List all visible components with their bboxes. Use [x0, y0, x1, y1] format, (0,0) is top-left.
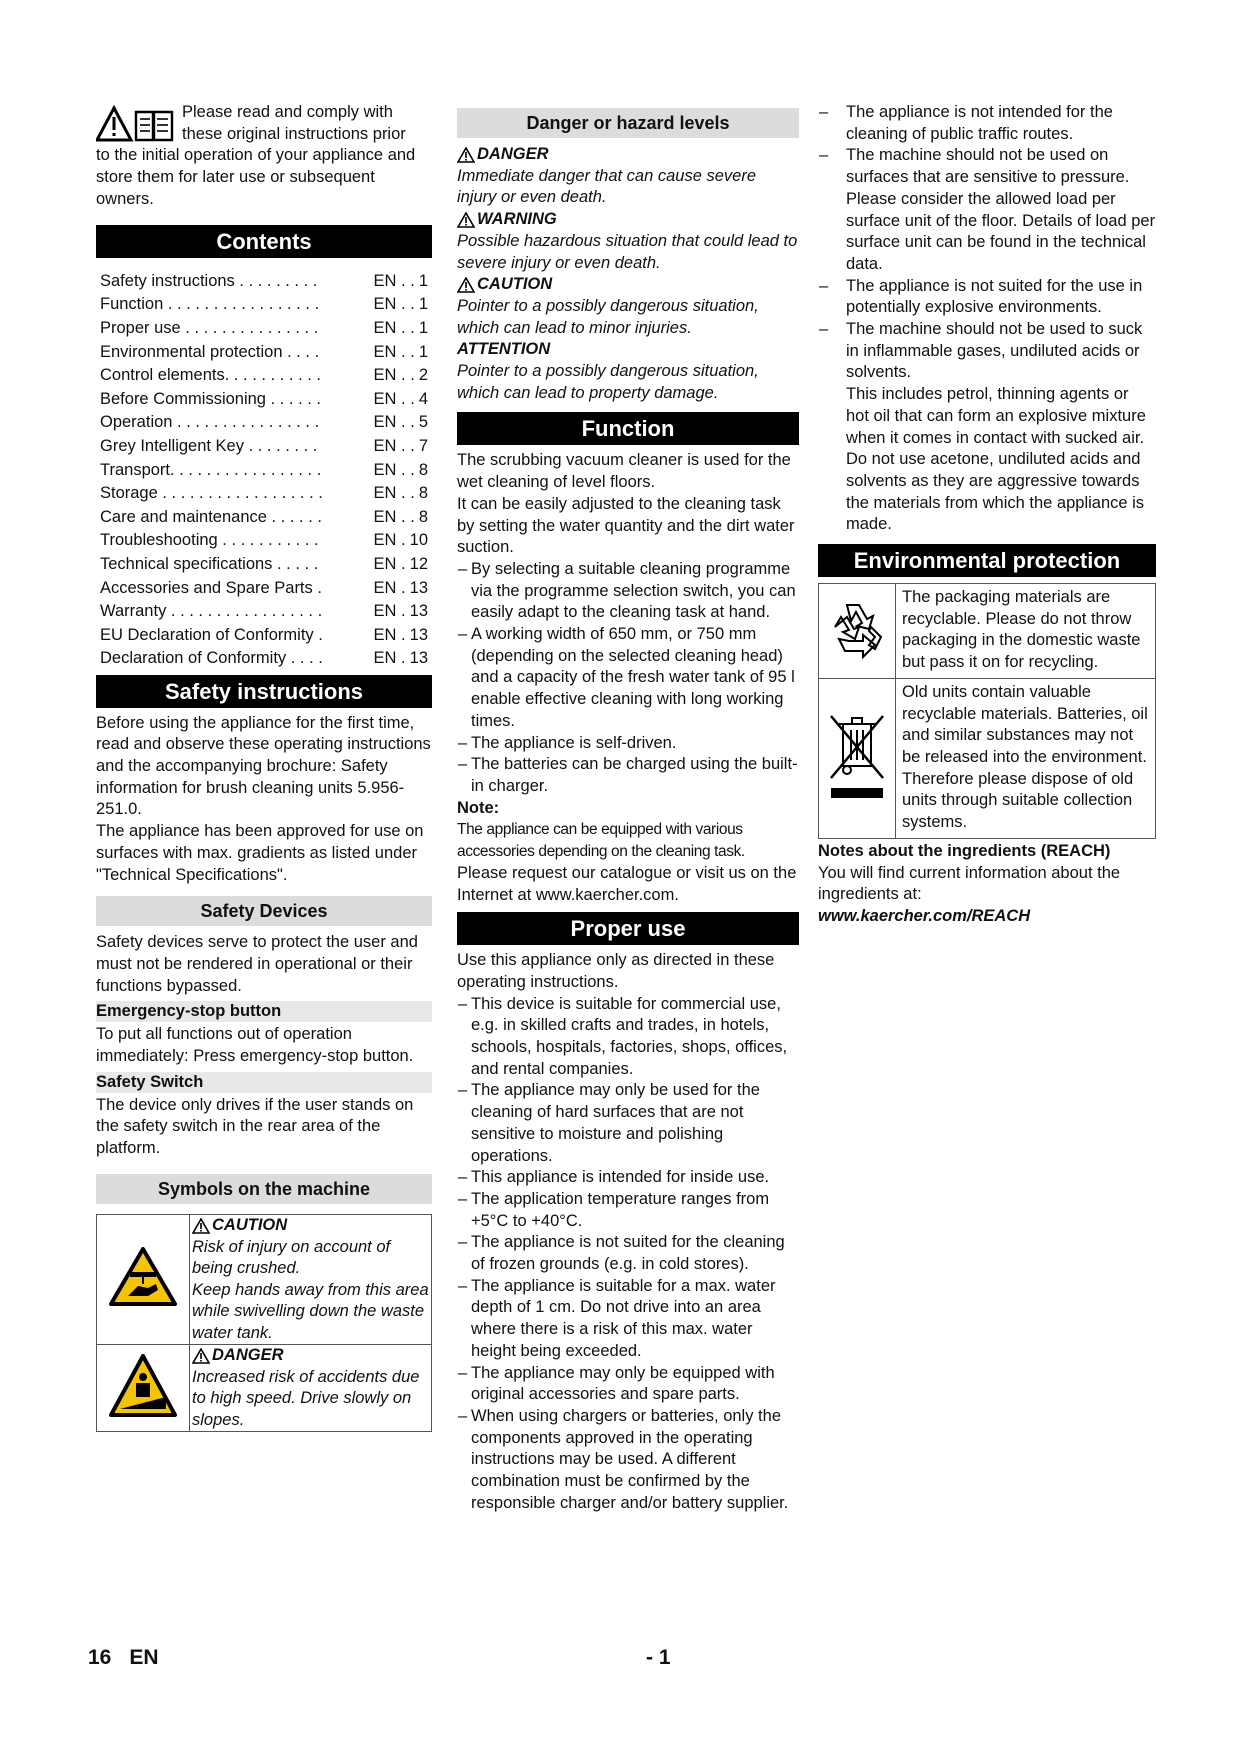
contents-entry-lang: EN . .: [373, 460, 415, 479]
contents-entry-lang: EN .: [373, 554, 406, 573]
contents-entry-lang: EN . .: [373, 319, 415, 337]
hazard-caution-text: Pointer to a possibly dangerous situation, which can lead to minor injuries.: [457, 296, 759, 337]
contents-entry-label: Proper use . . . . . . . . . . . . . . .: [100, 319, 319, 337]
contents-entry-label: Control elements. . . . . . . . . . .: [100, 366, 321, 385]
contents-entry-label: Warranty . . . . . . . . . . . . . . . . .: [100, 602, 323, 621]
contents-entry-page-number: 8: [418, 460, 428, 479]
intro-line-2: these original instructions prior: [182, 124, 406, 143]
contents-entry-page: [368, 317, 432, 341]
proper-use-item: – The machine should not be used to suck in inflammable gases, undiluted acids or solvents.: [818, 319, 1156, 384]
contents-entry-page: [368, 553, 432, 577]
contents-entry-page-number: 12: [409, 554, 428, 573]
contents-entry-page-number: 8: [418, 484, 428, 503]
function-para-1: The scrubbing vacuum cleaner is used for the wet cleaning of level floors.: [457, 451, 791, 492]
warning-manual-icon: [96, 104, 176, 144]
contents-entry-page: [368, 600, 432, 624]
proper-use-heading: Proper use: [457, 912, 799, 945]
note-text: The appliance can be equipped with various accessories depending on the cleaning task.: [457, 821, 745, 861]
proper-use-item-extra: This includes petrol, thinning agents or hot oil that can form an explosive mixture when it comes in contact with sucked air. Do not use acetone, undiluted acids and solvents as they are aggressive towards the materials from which the appliance is made.: [846, 385, 1146, 534]
contents-entry-label: Before Commissioning . . . . . .: [100, 389, 321, 408]
contents-entry-page: [368, 482, 432, 506]
warning-triangle-icon: [457, 212, 475, 228]
environment-heading: Environmental protection: [818, 544, 1156, 577]
hazard-attention-title: ATTENTION: [457, 340, 551, 359]
hazard-warning-title: WARNING: [477, 210, 557, 229]
contents-table: [96, 270, 432, 671]
contents-row[interactable]: [96, 317, 432, 341]
contents-entry-label: Declaration of Conformity . . . .: [100, 649, 323, 668]
contents-entry-label: Accessories and Spare Parts .: [100, 578, 322, 597]
safety-devices-text: Safety devices serve to protect the user and must not be rendered in operational or their functions bypassed.: [96, 933, 418, 995]
hand-crush-warning-icon: [108, 1246, 178, 1308]
hazard-danger-text: Immediate danger that can cause severe injury or even death.: [457, 166, 757, 207]
caution-text: Risk of injury on account of being crushed.: [192, 1237, 391, 1278]
contents-entry-label: Transport. . . . . . . . . . . . . . . . .: [100, 460, 322, 479]
contents-entry-label: EU Declaration of Conformity .: [100, 625, 323, 644]
contents-entry-label: Operation . . . . . . . . . . . . . . . .: [100, 413, 320, 432]
symbol-text-slope: [190, 1345, 432, 1432]
contents-entry-label: Function . . . . . . . . . . . . . . . . .: [100, 295, 320, 314]
environment-row-recycle: [819, 584, 1156, 679]
caution-title: CAUTION: [212, 1215, 288, 1234]
contents-entry-page: [368, 623, 432, 647]
proper-use-item: – The appliance is not suited for the cleaning of frozen grounds (e.g. in cold stores).: [457, 1232, 799, 1275]
contents-entry-lang: EN . .: [373, 271, 415, 290]
safety-switch-text: The device only drives if the user stands on the safety switch in the rear area of the platform.: [96, 1095, 414, 1158]
proper-use-item: – The application temperature ranges from +5°C to +40°C.: [457, 1189, 799, 1232]
recycle-text: The packaging materials are recyclable. Please do not throw packaging in the domestic waste but pass it on for recycling.: [902, 588, 1141, 672]
safety-para-1: Before using the appliance for the first time, read and observe these operating instructions and the accompanying brochure: Safety information for brush cleaning units 5.956-251.0.: [96, 713, 431, 819]
danger-line: [192, 1345, 429, 1367]
contents-entry-page-number: 13: [409, 625, 428, 644]
contents-entry-label: Care and maintenance . . . . . .: [100, 507, 322, 526]
contents-row[interactable]: [96, 293, 432, 317]
caution-text-2: Keep hands away from this area while swivelling down the waste water tank.: [192, 1280, 429, 1342]
contents-entry-lang: EN .: [373, 625, 406, 644]
proper-use-item: – This device is suitable for commercial use, e.g. in skilled crafts and trades, in hotels, schools, hospitals, factories, shops, offices, and rental companies.: [457, 994, 799, 1081]
contents-row[interactable]: [96, 270, 432, 294]
hazard-danger-line: [457, 144, 799, 166]
contents-entry-lang: EN .: [373, 649, 406, 668]
contents-entry-page: [368, 435, 432, 459]
contents-entry-page-number: 13: [409, 578, 428, 597]
contents-row[interactable]: [96, 482, 432, 506]
contents-heading: Contents: [96, 225, 432, 258]
contents-entry-page-number: 1: [418, 271, 428, 290]
contents-row[interactable]: [96, 387, 432, 411]
contents-row[interactable]: [96, 458, 432, 482]
contents-entry-lang: EN . .: [373, 389, 415, 408]
hazard-caution-title: CAUTION: [477, 275, 553, 294]
proper-use-item: – The appliance is not intended for the cleaning of public traffic routes.: [818, 102, 1156, 145]
environment-table: [818, 583, 1156, 839]
danger-title: DANGER: [212, 1346, 284, 1365]
footer-page-info: [88, 1646, 177, 1670]
function-item: – The batteries can be charged using the built-in charger.: [457, 754, 799, 797]
proper-use-item: – The appliance is suitable for a max. water depth of 1 cm. Do not drive into an area where there is a risk of this max. water height being exceeded.: [457, 1276, 799, 1363]
contents-entry-label: Troubleshooting . . . . . . . . . . .: [100, 531, 319, 550]
hazard-danger-title: DANGER: [477, 145, 549, 163]
contents-row[interactable]: [96, 576, 432, 600]
symbols-table: [96, 1214, 432, 1432]
contents-entry-lang: EN .: [373, 578, 406, 597]
function-item: – A working width of 650 mm, or 750 mm (depending on the selected cleaning head) and a capacity of the fresh water tank of 95 l enable effective cleaning with long working times.: [457, 624, 799, 733]
contents-entry-page-number: 13: [409, 602, 428, 621]
proper-use-item: – The appliance is not suited for the use in potentially explosive environments.: [818, 276, 1156, 319]
footer-page-number: 16: [88, 1646, 112, 1669]
contents-entry-page: [368, 270, 432, 294]
proper-use-item: – The appliance may only be equipped with original accessories and spare parts.: [457, 1363, 799, 1406]
symbol-row-crush: [97, 1214, 432, 1344]
symbol-cell-slope: [97, 1345, 190, 1432]
environment-recycle-text-cell: [896, 584, 1156, 679]
environment-row-weee: [819, 678, 1156, 838]
hazard-heading: Danger or hazard levels: [457, 108, 799, 138]
note-label: Note:: [457, 798, 500, 817]
contents-entry-page-number: 1: [418, 342, 428, 361]
caution-line: [192, 1215, 429, 1237]
emergency-stop-text: To put all functions out of operation immediately: Press emergency-stop button.: [96, 1025, 414, 1066]
column-right: [818, 102, 1156, 928]
proper-use-list: [457, 994, 799, 1515]
contents-entry-lang: EN . .: [373, 507, 415, 526]
proper-use-item: – The machine should not be used on surfaces that are sensitive to pressure. Please consider the allowed load per surface unit of the floor. Details of load per surface unit can be found in the technical data.: [818, 145, 1156, 275]
proper-use-intro: Use this appliance only as directed in these operating instructions.: [457, 951, 775, 991]
contents-entry-label: Environmental protection . . . .: [100, 342, 320, 361]
contents-entry-page: [368, 647, 432, 671]
contents-entry-page: [368, 505, 432, 529]
contents-entry-lang: EN .: [373, 602, 406, 621]
contents-entry-page: [368, 340, 432, 364]
function-para-2: It can be easily adjusted to the cleaning task by setting the water quantity and the dirt water suction.: [457, 494, 795, 557]
column-left: [96, 102, 432, 1432]
safety-para-2: The appliance has been approved for use on surfaces with max. gradients as listed under "Technical Specifications".: [96, 822, 424, 884]
caution-triangle-icon: [457, 277, 475, 293]
column-middle: [457, 102, 799, 1514]
safety-heading: Safety instructions: [96, 675, 432, 708]
proper-use-item: – This appliance is intended for inside use.: [457, 1167, 799, 1189]
contents-entry-page-number: 1: [418, 295, 428, 314]
contents-entry-lang: EN . .: [373, 342, 415, 361]
proper-use-item: – The appliance may only be used for the cleaning of hard surfaces that are not sensitive to moisture and polishing operations.: [457, 1080, 799, 1167]
emergency-stop-heading: Emergency-stop button: [96, 1001, 432, 1022]
contents-row[interactable]: [96, 600, 432, 624]
contents-entry-page-number: 13: [409, 649, 428, 668]
hazard-caution-line: [457, 274, 799, 296]
reach-text: You will find current information about the ingredients at:: [818, 863, 1121, 904]
symbols-heading: Symbols on the machine: [96, 1174, 432, 1204]
contents-row[interactable]: [96, 647, 432, 671]
contents-entry-page-number: 4: [418, 389, 428, 408]
contents-entry-page: [368, 293, 432, 317]
contents-entry-page: [368, 364, 432, 388]
danger-text: Increased risk of accidents due to high speed. Drive slowly on slopes.: [192, 1367, 420, 1429]
contents-entry-lang: EN . .: [373, 484, 415, 503]
safety-switch-heading: Safety Switch: [96, 1072, 432, 1093]
danger-triangle-icon: [192, 1348, 210, 1364]
contents-row[interactable]: [96, 553, 432, 577]
contents-entry-lang: EN . .: [373, 366, 415, 385]
contents-row[interactable]: [96, 364, 432, 388]
contents-entry-lang: EN . .: [373, 295, 415, 314]
contents-row[interactable]: [96, 529, 432, 553]
function-item: – By selecting a suitable cleaning programme via the programme selection switch, you can easily adapt to the cleaning task at hand.: [457, 559, 799, 624]
weee-text: Old units contain valuable recyclable materials. Batteries, oil and similar substances may not be released into the environment. Therefore please dispose of old units through suitable collection systems.: [902, 682, 1148, 832]
contents-row[interactable]: [96, 435, 432, 459]
contents-entry-page: [368, 576, 432, 600]
contents-row[interactable]: [96, 505, 432, 529]
contents-entry-lang: EN .: [373, 531, 406, 550]
intro-rest: to the initial operation of your appliance and store them for later use or subsequent owners.: [96, 146, 416, 208]
crossed-bin-icon: [825, 708, 889, 804]
contents-entry-page-number: 1: [418, 319, 428, 337]
environment-weee-text-cell: [896, 678, 1156, 838]
hazard-warning-line: [457, 209, 799, 231]
contents-entry-lang: EN . .: [373, 436, 415, 455]
footer-section-page: - 1: [646, 1646, 671, 1669]
contents-row[interactable]: [96, 623, 432, 647]
contents-entry-label: Technical specifications . . . . .: [100, 554, 319, 573]
contents-entry-page-number: 2: [418, 366, 428, 385]
intro-line-1: Please read and comply with: [182, 103, 393, 121]
intro: [96, 102, 432, 211]
contents-entry-lang: EN . .: [373, 413, 415, 432]
contents-entry-page: [368, 387, 432, 411]
contents-entry-page-number: 5: [418, 413, 428, 432]
contents-entry-page: [368, 458, 432, 482]
contents-entry-page-number: 7: [418, 436, 428, 455]
contents-entry-label: Safety instructions . . . . . . . . .: [100, 271, 318, 290]
function-heading: Function: [457, 412, 799, 445]
contents-entry-page-number: 8: [418, 507, 428, 526]
contents-entry-label: Storage . . . . . . . . . . . . . . . . . .: [100, 484, 323, 503]
function-item: – The appliance is self-driven.: [457, 733, 799, 755]
contents-entry-page: [368, 411, 432, 435]
symbol-row-slope: [97, 1345, 432, 1432]
reach-heading: Notes about the ingredients (REACH): [818, 841, 1111, 860]
hazard-warning-text: Possible hazardous situation that could lead to severe injury or even death.: [457, 231, 798, 272]
safety-devices-heading: Safety Devices: [96, 896, 432, 926]
contents-row[interactable]: [96, 340, 432, 364]
caution-triangle-icon: [192, 1218, 210, 1234]
contents-entry-page-number: 10: [409, 531, 428, 550]
recycle-icon: [825, 597, 889, 659]
danger-triangle-icon: [457, 147, 475, 163]
contents-entry-page: [368, 529, 432, 553]
symbol-text-crush: [190, 1214, 432, 1344]
symbol-cell-crush: [97, 1214, 190, 1344]
contents-entry-label: Grey Intelligent Key . . . . . . . .: [100, 436, 318, 455]
proper-use-list-continued: [818, 102, 1156, 536]
function-list: [457, 559, 799, 798]
environment-cell-recycle: [819, 584, 896, 679]
environment-cell-weee: [819, 678, 896, 838]
hazard-attention-text: Pointer to a possibly dangerous situation, which can lead to property damage.: [457, 362, 759, 402]
reach-link[interactable]: www.kaercher.com/REACH: [818, 906, 1031, 925]
proper-use-item: – When using chargers or batteries, only the components approved in the operating instructions may be used. A different combination must be confirmed by the responsible charger and/or battery supplier.: [457, 1406, 799, 1515]
note-text-2: Please request our catalogue or visit us on the Internet at www.kaercher.com.: [457, 863, 797, 904]
footer-language: EN: [129, 1646, 159, 1669]
contents-row[interactable]: [96, 411, 432, 435]
slope-danger-icon: [108, 1353, 178, 1419]
hazard-attention-line: [457, 339, 799, 361]
